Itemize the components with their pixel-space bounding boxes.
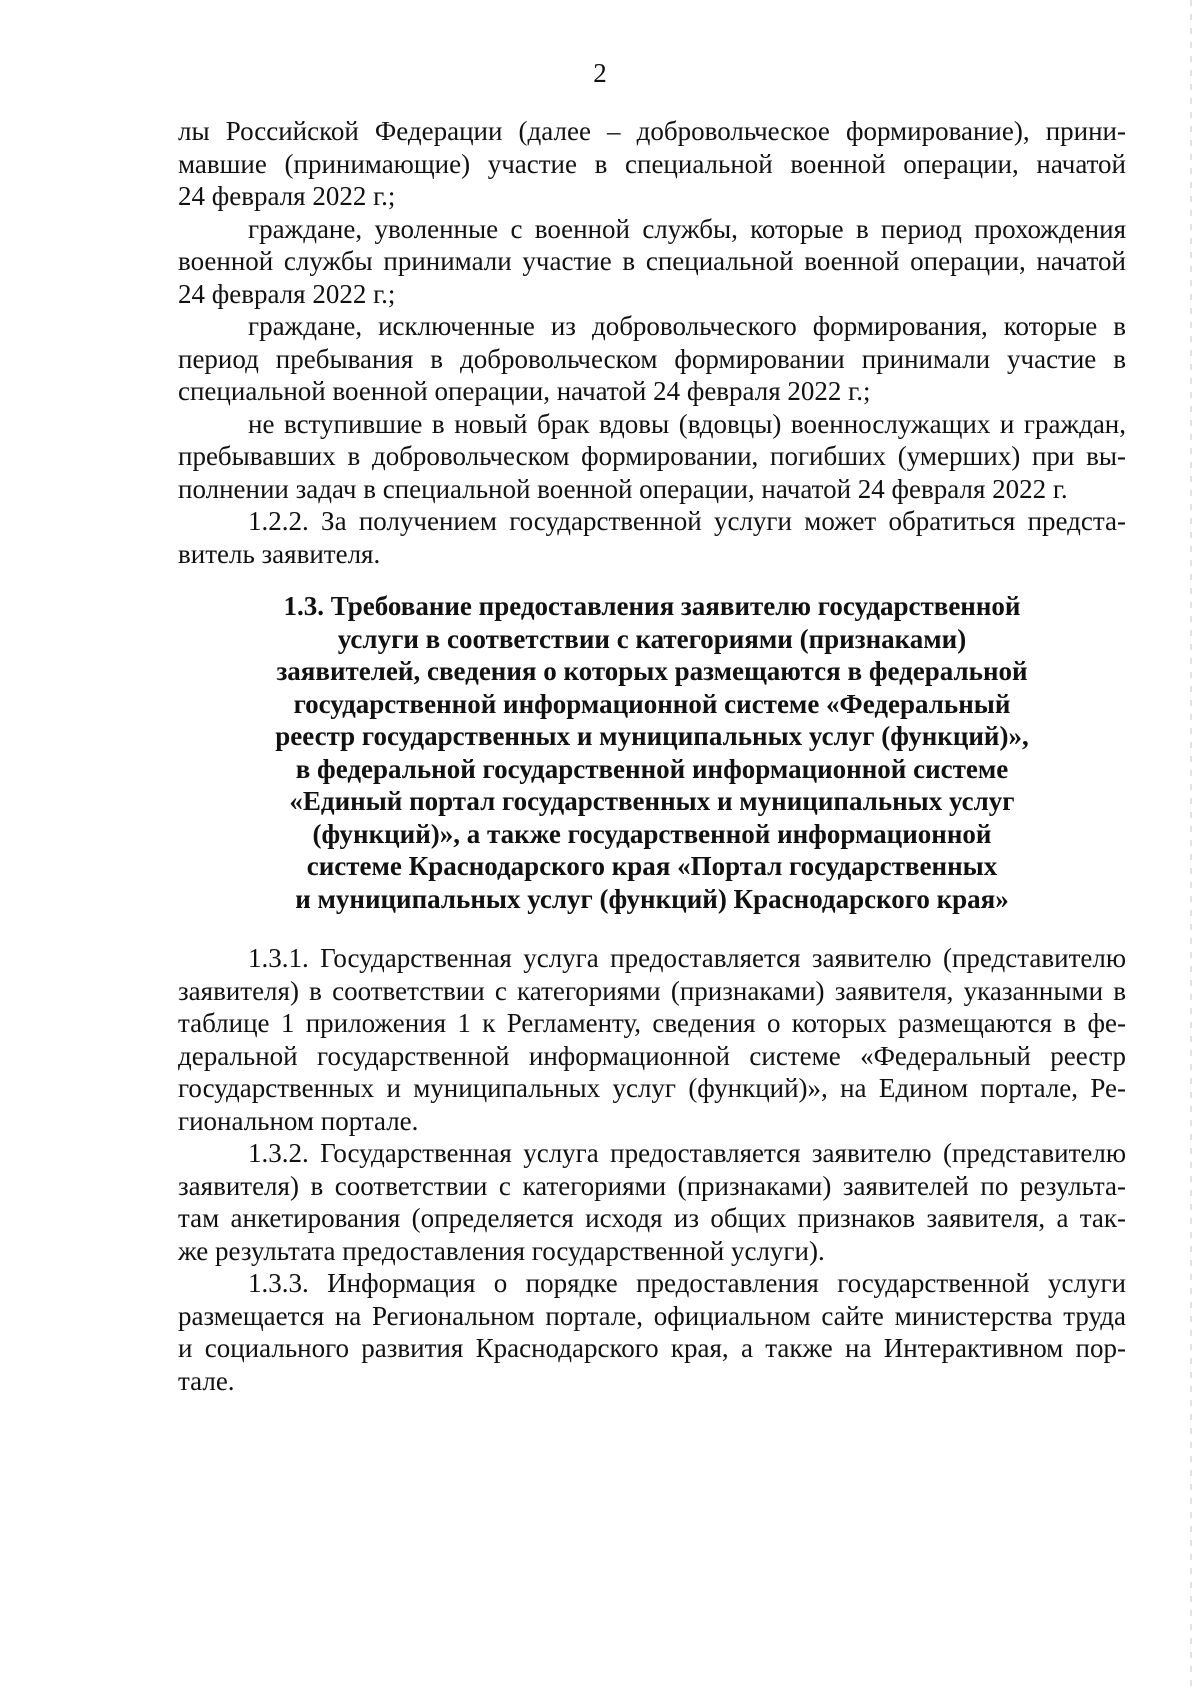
heading-line: услуги в соответствии с категориями (признаками) [337, 623, 967, 654]
text-line: же результата предоставления государственной услуги). [178, 1235, 825, 1266]
text-line: там анкетирования (определяется исходя из общих признаков заявителя, а так- [178, 1203, 1126, 1233]
paragraph [178, 942, 1126, 1137]
text-line: военной службы принимали участие в специальной военной операции, начатой [178, 246, 1126, 276]
text-line: заявителя) в соответствии с категориями (признаками) заявителя, указанными в [178, 975, 1126, 1006]
heading-line: и муниципальных услуг (функций) Краснодарского края» [295, 883, 1009, 914]
paragraph [178, 115, 1126, 213]
text-line: заявителя) в соответствии с категориями (признаками) заявителей по результа- [178, 1170, 1126, 1201]
text-line: государственных и муниципальных услуг (функций)», на Едином портале, Ре- [178, 1073, 1126, 1103]
heading-line: «Единый портал государственных и муниципальных услуг [289, 786, 1015, 816]
heading-line: в федеральной государственной информационной системе [295, 753, 1009, 784]
heading-line: государственной информационной системе «Федеральный [293, 688, 1011, 719]
text-line: тале. [178, 1365, 235, 1396]
text-line: 24 февраля 2022 г.; [178, 181, 396, 211]
text-line: гиональном портале. [178, 1105, 419, 1136]
text-line: граждане, уволенные с военной службы, которые в период прохождения [248, 213, 1126, 244]
text-line: не вступившие в новый брак вдовы (вдовцы) военнослужащих и граждан, [248, 408, 1126, 439]
heading-line: реестр государственных и муниципальных услуг (функций)», [275, 721, 1029, 751]
page-number: 2 [593, 58, 607, 88]
text-line: 24 февраля 2022 г.; [178, 278, 396, 309]
heading-line: системе Краснодарского края «Портал государственных [306, 851, 998, 881]
text-line: специальной военной операции, начатой 24 февраля 2022 г.; [178, 376, 871, 406]
paragraph [178, 408, 1126, 506]
text-line: 1.3.3. Информация о порядке предоставления государственной услуги [248, 1268, 1126, 1298]
paragraph [178, 1267, 1126, 1397]
body-text-top [178, 115, 1126, 570]
text-line: 1.2.2. За получением государственной услуги может обратиться предста- [248, 506, 1126, 536]
scan-edge-line [1190, 0, 1192, 1690]
text-line: граждане, исключенные из добровольческого формирования, которые в [248, 311, 1126, 341]
text-line: мавшие (принимающие) участие в специальной военной операции, начатой [178, 148, 1126, 179]
text-line: 1.3.2. Государственная услуга предоставляется заявителю (представителю [248, 1138, 1126, 1168]
text-line: пребывавших в добровольческом формировании, погибших (умерших) при вы- [178, 441, 1126, 471]
text-line: таблице 1 приложения 1 к Регламенту, сведения о которых размещаются в фе- [178, 1008, 1126, 1038]
text-line: период пребывания в добровольческом формировании принимали участие в [178, 343, 1126, 374]
paragraph [178, 505, 1126, 570]
text-line: лы Российской Федерации (далее – добровольческое формирование), прини- [178, 116, 1126, 146]
paragraph [178, 1137, 1126, 1267]
text-line: 1.3.1. Государственная услуга предоставляется заявителю (представителю [248, 943, 1126, 973]
paragraph [178, 213, 1126, 311]
text-line: деральной государственной информационной системе «Федеральный реестр [178, 1040, 1126, 1071]
paragraph [178, 310, 1126, 408]
text-line: полнении задач в специальной военной операции, начатой 24 февраля 2022 г. [178, 473, 1068, 504]
text-line: и социального развития Краснодарского края, а также на Интерактивном пор- [178, 1333, 1126, 1363]
heading-line: заявителей, сведения о которых размещаются в федеральной [276, 656, 1028, 686]
section-heading [178, 590, 1126, 915]
heading-line: (функций)», а также государственной информационной [312, 818, 992, 849]
text-line: витель заявителя. [178, 538, 381, 569]
body-text-bottom [178, 942, 1126, 1397]
heading-line: 1.3. Требование предоставления заявителю государственной [283, 591, 1021, 621]
text-line: размещается на Региональном портале, официальном сайте министерства труда [178, 1300, 1126, 1331]
